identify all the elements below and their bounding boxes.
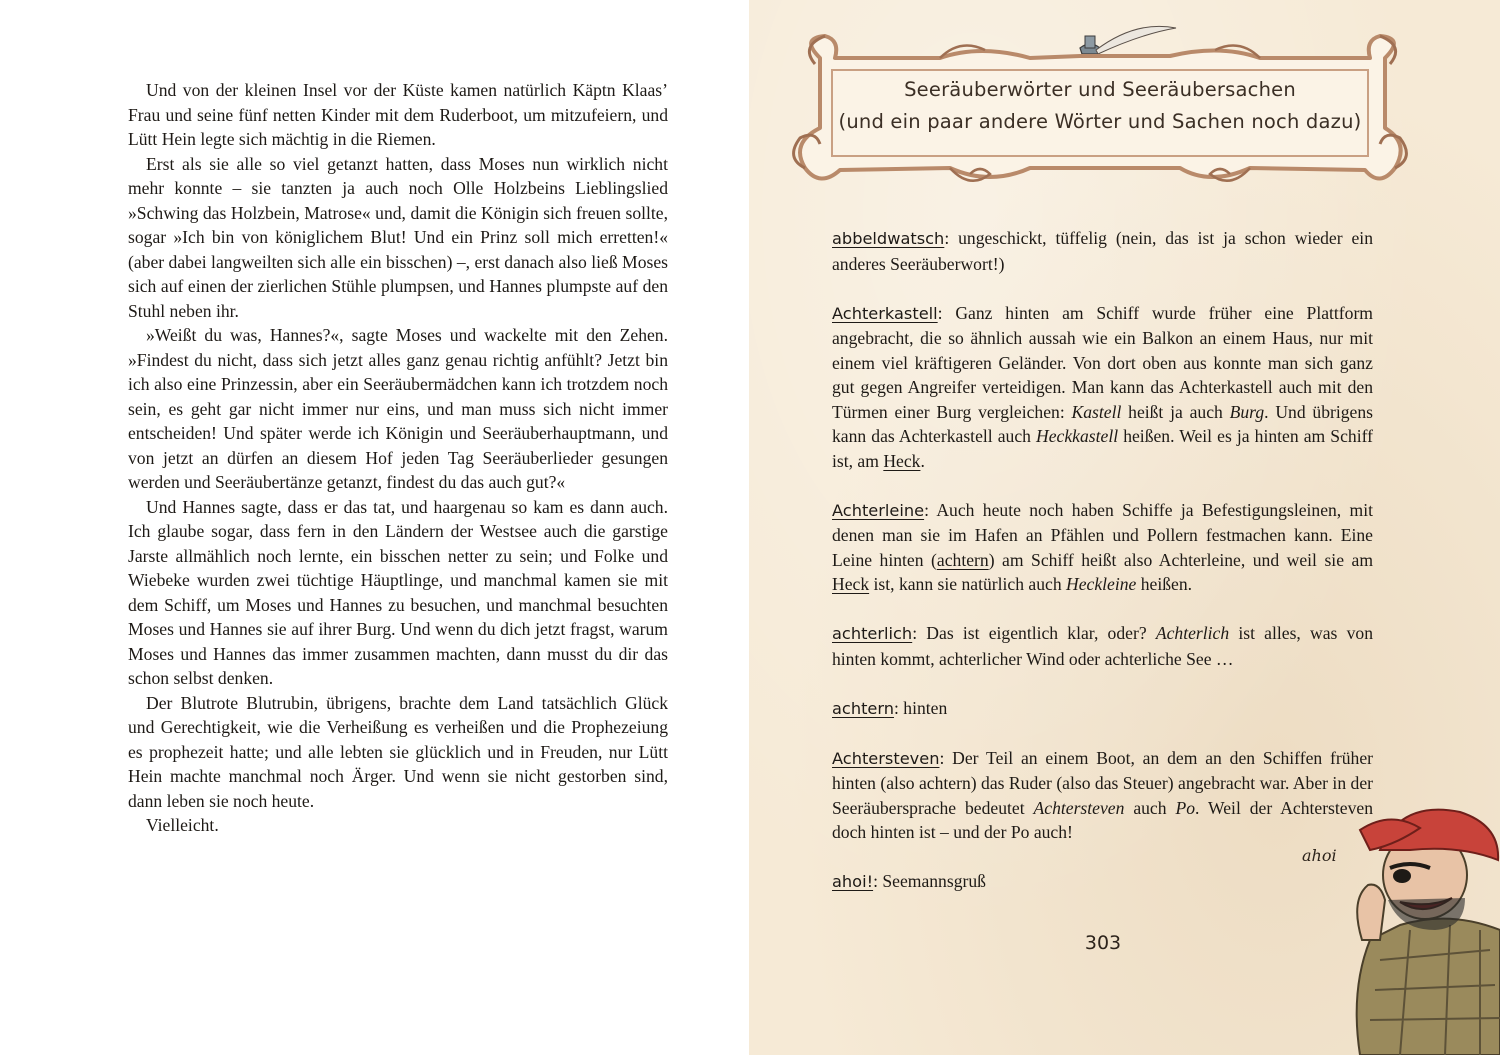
paragraph: »Weißt du was, Hannes?«, sagte Moses und wackelte mit den Zehen. »Findest du nicht, dass sich jetzt alles ganz genau richtig anfühlt? Jetzt bin ich also eine Prinzessin, aber ein Seeräubermädchen kann ich trotzdem noch sein, es geht gar nicht immer nur eins, und man muss sich nicht immer entscheiden! Und später werde ich Königin und Seeräuberhauptmann, und von jetzt an dürfen an diesem Hof jeden Tag Seeräuberlieder gesungen werden und Seeräubertänze getanzt, findest du das auch gut?« bbox=[128, 325, 668, 492]
glossary-entry bbox=[832, 696, 1373, 722]
cross-reference-heck[interactable]: Heck bbox=[832, 574, 870, 594]
glossary-heading-line2: (und ein paar andere Wörter und Sachen noch dazu) bbox=[838, 110, 1362, 133]
paragraph: Und von der kleinen Insel vor der Küste kamen natürlich Käptn Klaas’ Frau und seine fünf netten Kinder mit dem Ruderboot, um mitzufeiern, und Lütt Hein legte sich mächtig in die Riemen. bbox=[128, 80, 668, 149]
glossary-definition: ) am Schiff heißt also Achterleine, und weil sie am bbox=[988, 549, 1374, 570]
italic-word: Heckkastell bbox=[1036, 426, 1119, 446]
glossary-entry bbox=[832, 746, 1373, 845]
glossary-definition: auch bbox=[1124, 797, 1176, 818]
paragraph: Und Hannes sagte, dass er das tat, und haargenau so kam es dann auch. Ich glaube sogar, dass fern in den Ländern der Westsee auch die garstige Jarste allmählich noch lernte, ein bisschen netter zu sein; und Folke und Wiebeke wurden zwei tüchtige Häuptlinge, und manchmal kamen sie mit dem Schiff, um Moses und Hannes zu besuchen, und manchmal besuchten Moses und Hannes sie auf ihrer Burg. Und wenn du dich jetzt fragst, warum Moses und Hannes das immer zusammen machten, dann musst du dir das schon selbst denken. bbox=[128, 496, 668, 688]
glossary-term: Achtersteven bbox=[832, 748, 940, 768]
glossary-definition: . Weil der Achtersteven doch hinten ist – und der Po auch! bbox=[832, 797, 1374, 842]
glossary-term: Achterleine bbox=[832, 500, 925, 520]
glossary-definition: : Seemannsgruß bbox=[873, 871, 986, 891]
glossary-definition: heißen. Weil es ja hinten am Schiff ist, am bbox=[832, 426, 1373, 471]
italic-word: Kastell bbox=[1071, 401, 1122, 422]
glossary-definition: heißen. bbox=[1136, 574, 1193, 594]
glossary-banner bbox=[780, 18, 1420, 198]
glossary-definition: . bbox=[920, 450, 925, 471]
glossary-definition: ist alles, was von hinten kommt, achterlicher Wind oder achterliche See … bbox=[832, 623, 1373, 669]
paragraph: Der Blutrote Blutrubin, übrigens, brachte dem Land tatsächlich Glück und Gerechtigkeit, wie die Verheißung es verheißen und die Prophezeiung es prophezeit hatte; und alle lebten sie glücklich und in Freuden, nur Lütt Hein machte manchmal noch Ärger. Und wenn sie nicht gestorben sind, dann leben sie noch heute. bbox=[128, 692, 668, 811]
glossary-term: abbeldwatsch bbox=[832, 229, 945, 248]
italic-word: Achterlich bbox=[1155, 623, 1230, 643]
ahoi-caption: ahoi bbox=[1302, 846, 1337, 865]
italic-word: Po bbox=[1175, 797, 1196, 818]
glossary-list bbox=[832, 226, 1373, 919]
glossary-definition: : Der Teil an einem Boot, an dem an den Schiffen früher hinten (also achtern) das Ruder (also das Steuer) angebracht war. Aber in der Seeräubersprache bedeutet bbox=[832, 747, 1373, 818]
glossary-heading-line1: Seeräuberwörter und Seeräubersachen bbox=[904, 78, 1296, 101]
cross-reference-achtern[interactable]: achtern bbox=[936, 549, 989, 570]
italic-word: Heckleine bbox=[1066, 574, 1137, 594]
page-number: 303 bbox=[1084, 932, 1122, 954]
glossary-entry bbox=[832, 498, 1373, 597]
glossary-definition: : Das ist eigentlich klar, oder? bbox=[912, 623, 1156, 643]
inkwell-quill-icon bbox=[1080, 26, 1176, 54]
story-text bbox=[128, 78, 668, 838]
glossary-heading bbox=[780, 74, 1420, 138]
left-page bbox=[0, 0, 749, 1055]
glossary-definition: : Auch heute noch haben Schiffe ja Befestigungsleinen, mit denen man sie im Hafen an Pfählen und Pollern festmachen kann. Eine Leine hinten ( bbox=[832, 499, 1373, 570]
glossary-term: achtern bbox=[832, 698, 895, 718]
italic-word: Achtersteven bbox=[1033, 797, 1125, 818]
glossary-entry bbox=[832, 226, 1373, 276]
glossary-entry bbox=[832, 621, 1373, 671]
glossary-definition: : hinten bbox=[894, 697, 948, 718]
italic-word: Burg bbox=[1229, 401, 1265, 422]
glossary-definition: : Ganz hinten am Schiff wurde früher eine Plattform angebracht, die so ähnlich aussah wie ein Balkon an einem Haus, nur mit einem viel kräftigeren Geländer. Von dort oben aus konnte man sich ganz gut gegen Angreifer verteidigen. Man kann das Achterkastell auch mit den Türmen einer Burg vergleichen: bbox=[832, 302, 1373, 422]
glossary-term: achterlich bbox=[832, 624, 913, 643]
glossary-definition: : ungeschickt, tüffelig (nein, das ist ja schon wieder ein anderes Seeräuberwort!) bbox=[832, 228, 1373, 274]
pirate-illustration bbox=[1340, 790, 1500, 1055]
paragraph: Erst als sie alle so viel getanzt hatten, dass Moses nun wirklich nicht mehr konnte – sie tanzten ja auch noch Olle Holzbeins Lieblingslied »Schwing das Holzbein, Matrose« und, damit die Königin sich freuen sollte, sogar »Ich bin von königlichem Blut! Und ein Prinz soll mich erretten!« (aber dabei langweilten sich alle ein bisschen) –, erst danach also ließ Moses sich auf einen der zierlichen Stühle plumpsen, und Hannes plumpste auf den Stuhl neben ihr. bbox=[128, 153, 668, 321]
cross-reference-heck[interactable]: Heck bbox=[883, 450, 921, 471]
glossary-entry bbox=[832, 869, 1373, 895]
paragraph: Vielleicht. bbox=[146, 815, 219, 835]
glossary-definition: heißt ja auch bbox=[1121, 401, 1230, 422]
glossary-entry bbox=[832, 301, 1373, 474]
glossary-term: ahoi! bbox=[832, 872, 874, 891]
glossary-definition: ist, kann sie natürlich auch bbox=[869, 574, 1067, 594]
glossary-definition: . Und übrigens kann das Achterkastell auch bbox=[832, 401, 1373, 446]
glossary-term: Achterkastell bbox=[832, 303, 938, 323]
